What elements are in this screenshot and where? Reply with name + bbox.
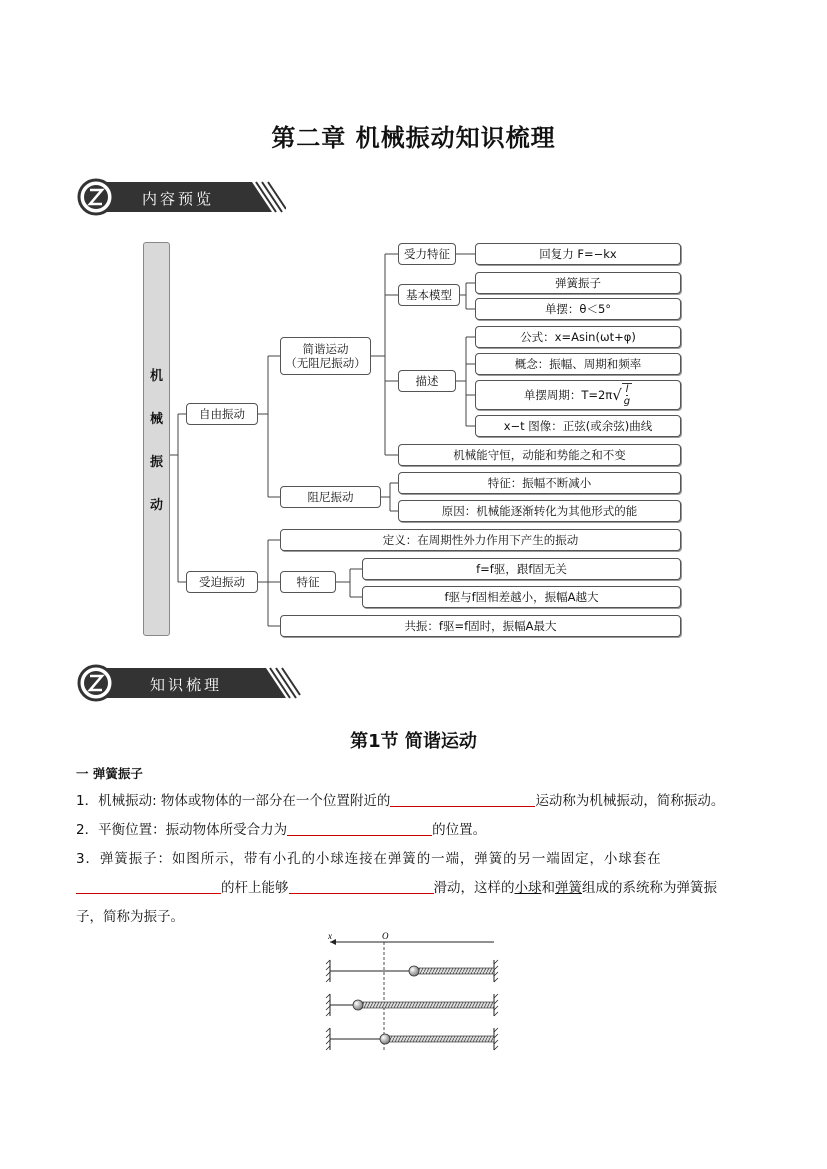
fill-blank-2[interactable] <box>287 821 432 836</box>
shm-label: 简谐运动 <box>302 341 349 356</box>
fill-blank-4[interactable] <box>289 879 434 894</box>
node-forced-feature-1: f=f驱，跟f固无关 <box>362 558 681 580</box>
node-damped-vibration: 阻尼振动 <box>280 486 381 508</box>
p3-mid-2: 滑动，这样的 <box>433 880 515 896</box>
node-damped-feature: 特征：振幅不断减小 <box>398 472 681 494</box>
paragraph-1 <box>76 789 724 809</box>
preview-banner-text: 内容预览 <box>142 190 215 208</box>
node-describe: 描述 <box>398 370 456 392</box>
page-title: 第二章 机械振动知识梳理 <box>271 124 556 152</box>
spring-2 <box>362 1002 494 1008</box>
review-banner <box>76 664 301 702</box>
p1-text-before: 1．机械振动: 物体或物体的一部分在一个位置附近的 <box>76 793 391 809</box>
section-title: 第1节 简谐运动 <box>350 731 477 752</box>
node-forced-feature-2: f驱与f固相差越小，振幅A越大 <box>362 586 681 608</box>
p1-text-after: 运动称为机械振动，简称振动。 <box>535 793 725 809</box>
review-banner-text: 知识梳理 <box>150 676 223 694</box>
node-xt-graph: x−t 图像：正弦(或余弦)曲线 <box>475 415 681 437</box>
node-energy-conservation: 机械能守恒，动能和势能之和不变 <box>398 444 681 466</box>
subheading-spring-oscillator: 一 弹簧振子 <box>76 766 143 781</box>
node-basic-model: 基本模型 <box>398 284 460 306</box>
node-resonance: 共振：f驱=f固时，振幅A最大 <box>280 615 681 637</box>
node-damped-cause: 原因：机械能逐渐转化为其他形式的能 <box>398 500 681 522</box>
p2-text-after: 的位置。 <box>432 822 487 838</box>
paragraph-3-line-1: 3．弹簧振子：如图所示，带有小孔的小球连接在弹簧的一端，弹簧的另一端固定，小球套在 <box>76 851 662 867</box>
spring-1 <box>417 968 494 974</box>
pendulum-period-label: 单摆周期：T=2π <box>523 387 613 402</box>
p3-end: 组成的系统称为弹簧振 <box>582 880 717 896</box>
axis-label-x: x <box>328 931 332 941</box>
shm-sublabel: （无阻尼振动） <box>285 356 366 370</box>
node-simple-harmonic-motion <box>280 337 371 375</box>
root-char: 振 <box>149 455 163 470</box>
fill-blank-1[interactable] <box>390 792 535 807</box>
node-pendulum-period <box>475 380 681 410</box>
sqrt-sign: √ <box>612 385 622 404</box>
origin-label: O <box>382 931 389 941</box>
root-char: 械 <box>149 412 163 427</box>
node-feature: 特征 <box>280 571 336 593</box>
fraction-numerator: l <box>625 384 629 395</box>
node-force-feature: 受力特征 <box>398 243 456 265</box>
ball-3 <box>380 1034 390 1044</box>
paragraph-2 <box>76 818 486 838</box>
p2-text-before: 2．平衡位置：振动物体所受合力为 <box>76 822 288 838</box>
fraction-denominator: g <box>623 396 631 407</box>
ball-1 <box>409 966 419 976</box>
node-restoring-force: 回复力 F=−kx <box>475 243 681 265</box>
root-node-mechanical-vibration <box>143 242 170 636</box>
node-formula: 公式：x=Asin(ωt+φ) <box>475 326 681 348</box>
node-forced-vibration: 受迫振动 <box>186 571 258 593</box>
fill-blank-3[interactable] <box>76 879 221 894</box>
paragraph-3-line-2 <box>76 876 717 896</box>
node-pendulum: 单摆：θ＜5° <box>475 298 681 320</box>
ball-2 <box>353 1000 363 1010</box>
node-free-vibration: 自由振动 <box>186 403 258 425</box>
node-concepts: 概念：振幅、周期和频率 <box>475 353 681 375</box>
p3-and: 和 <box>541 880 555 896</box>
p3-spring: 弹簧 <box>555 880 582 896</box>
paragraph-3-line-3: 子，简称为振子。 <box>76 909 184 925</box>
p3-mid-1: 的杆上能够 <box>221 880 289 896</box>
fraction <box>622 383 632 407</box>
root-char: 机 <box>149 369 163 384</box>
spring-3 <box>389 1036 494 1042</box>
node-forced-definition: 定义：在周期性外力作用下产生的振动 <box>280 529 681 551</box>
p3-ball: 小球 <box>514 880 542 896</box>
node-spring-oscillator: 弹簧振子 <box>475 272 681 294</box>
root-char: 动 <box>149 498 163 513</box>
spring-oscillator-figure <box>322 930 502 1060</box>
